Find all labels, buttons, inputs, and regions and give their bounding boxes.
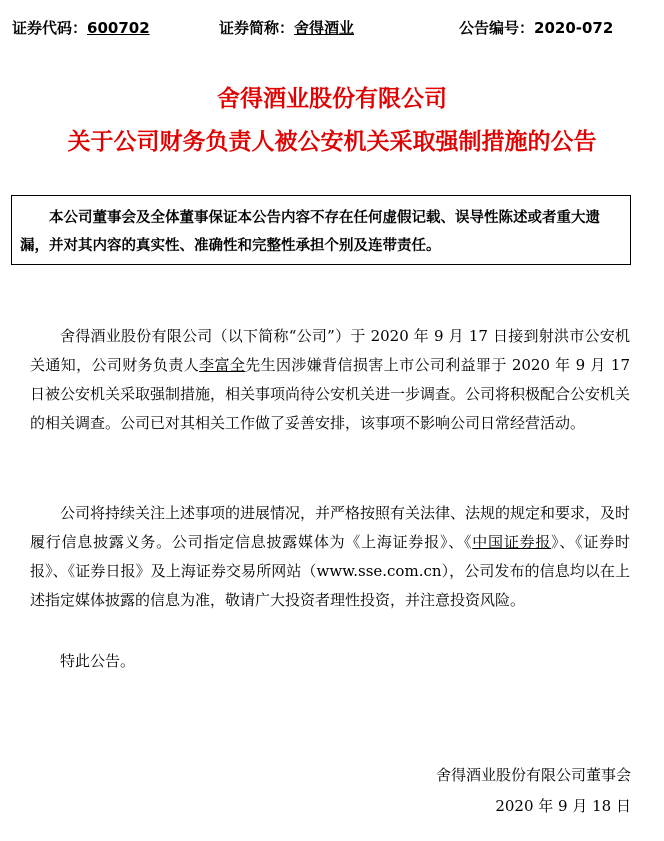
person-name: 李富全 [199, 356, 246, 374]
announcement-number-label: 公告编号： [459, 19, 535, 37]
paragraph-3 [30, 647, 630, 676]
stock-name-label: 证券简称： [219, 19, 295, 37]
stock-code-label: 证券代码： [12, 19, 88, 37]
announcement-title: 关于公司财务负责人被公安机关采取强制措施的公告 [67, 129, 597, 155]
board-guarantee-notice [11, 195, 631, 265]
paragraph-2-text-a: 公司将持续关注上述事项的进展情况，并严格按照有关法律、法规的规定和要求，及时履行信息披露义务。公司指定信息披露媒体为《上海证券报》、《 [30, 504, 631, 551]
media-name: 中国证券报 [472, 533, 552, 551]
paragraph-1-text-a: 舍得酒业股份有限公司（以下简称“公司”）于 2020 年 9 月 17 日接到射洪市公安机关通知，公司财务负责人 [30, 327, 630, 374]
paragraph-1 [30, 322, 630, 438]
closing-statement: 特此公告。 [60, 652, 136, 670]
company-title: 舍得酒业股份有限公司 [217, 86, 447, 112]
paragraph-2 [30, 499, 630, 615]
stock-code-value: 600702 [87, 19, 150, 37]
paragraph-1-text-b: 先生因涉嫌背信损害上市公司利益罪于 2020 年 9 月 17 日被公安机关采取强制措施，相关事项尚待公安机关进一步调查。公司将积极配合公安机关的相关调查。公司已对其相关工作做了妥善安排，该事项不影响公司日常经营活动。 [30, 356, 631, 432]
stock-name [219, 17, 354, 39]
signature-company: 舍得酒业股份有限公司董事会 [435, 766, 631, 784]
stock-code [12, 17, 150, 39]
board-guarantee-text: 本公司董事会及全体董事保证本公告内容不存在任何虚假记载、误导性陈述或者重大遗漏，并对其内容的真实性、准确性和完整性承担个别及连带责任。 [20, 210, 600, 254]
paragraph-2-text-b: 》、《证券时报》、《证券日报》及上海证券交易所网站（www.sse.com.cn），公司发布的信息均以在上述指定媒体披露的信息为准，敬请广大投资者理性投资，并注意投资风险。 [30, 533, 630, 609]
document-header [12, 17, 612, 39]
announcement-number-value: 2020-072 [534, 19, 614, 37]
stock-name-value: 舍得酒业 [294, 19, 355, 37]
announcement-number [459, 17, 613, 39]
signature-date: 2020 年 9 月 18 日 [495, 797, 631, 815]
